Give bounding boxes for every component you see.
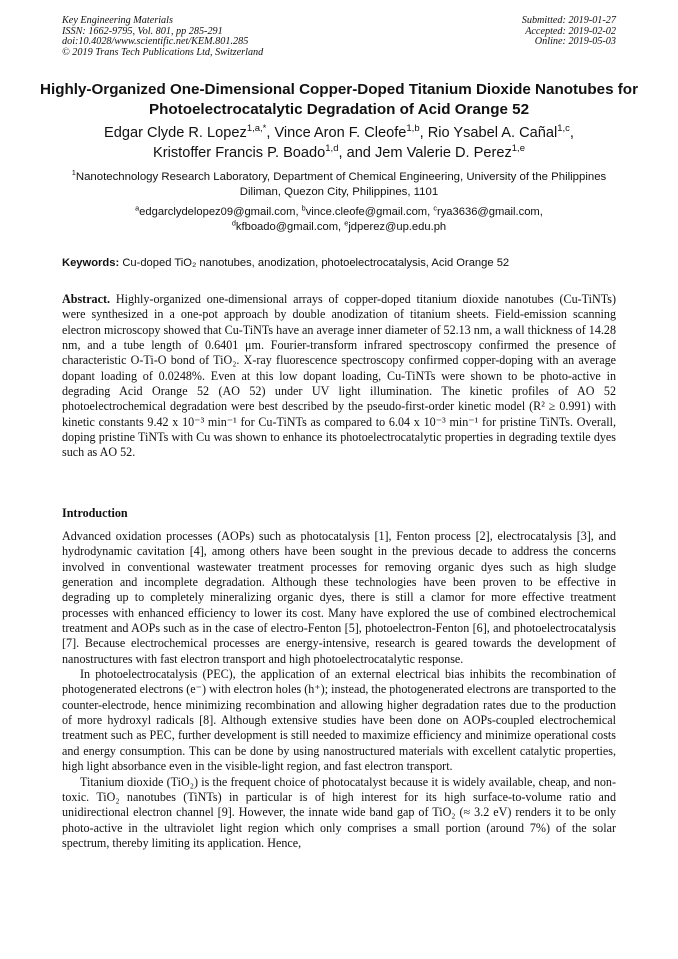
author-mark: 1,a,* [246,123,267,135]
journal-issn: ISSN: 1662-9795, Vol. 801, pp 285-291 [62,25,223,37]
journal-name: Key Engineering Materials [62,15,173,26]
email-mark: d [231,217,236,227]
author-mark: 1,e [511,143,525,155]
submitted-date: Submitted: 2019-01-27 [521,15,616,26]
keywords-text: Cu-doped TiO₂ nanotubes, anodization, photoelectrocatalysis, Acid Orange 52 [122,257,510,269]
abstract-label: Abstract. [62,292,111,306]
online-date: Online: 2019-05-03 [534,36,616,48]
author-mark: 1,b [406,123,420,135]
email-mark: b [301,203,306,213]
paper-title: Highly-Organized One-Dimensional Copper-Doped Titanium Dioxide Nanotubes for Photoelectrocatalytic Degradation of Acid Orange 52 [40,81,638,118]
email-link[interactable]: edgarclydelopez09@gmail.com [139,206,296,218]
author-mark: 1,d [325,143,339,155]
paragraph: Titanium dioxide (TiO₂) is the frequent choice of photocatalyst because it is widely available, cheap, and non-toxic. TiO₂ nanotubes (TiNTs) in particular is of high interest for its high surface-to-volume ratio and unidirectional electron channel [9]. However, the innate wide band gap of TiO₂ (≈ 3.2 eV) renders it to be only photo-active in the ultraviolet light region which only comprises a small portion (around 7%) of the solar spectrum, thereby limiting its application. Hence, [62,774,616,850]
email-list: $^a$edgarclydelopez09@gmail.com, $^b$vince.cleofe@gmail.com, $^c$rya3636@gmail.com, $^d$kfboado@gmail.com, $^e$jdperez@up.edu.ph [135,203,543,233]
email-mark: c [433,203,437,213]
affiliation-mark: 1 [71,168,76,178]
keywords-label: Keywords: [62,257,120,269]
email-link[interactable]: jdperez@up.edu.ph [348,220,447,233]
paragraph: In photoelectrocatalysis (PEC), the application of an external electrical bias inhibits the recombination of photogenerated electrons (e⁻) with electron holes (h⁺); instead, the photogenerated electrons are transported to the counter-electrode, hence minimizing recombination and allowing higher degradation rates due to the production of more hydroxyl radicals [8]. Although extensive studies have been done on AOPs-coupled electrochemical treatment such as PEC, further development is still needed to maximize efficiency and minimize operational costs and energy consumption. This can be done by using nanostructured materials with excellent catalytic properties, high light absorbance even in the visible-light region, and fast electron transport. [62,667,616,774]
email-mark: e [344,217,349,227]
abstract-text: Highly-organized one-dimensional arrays of copper-doped titanium dioxide nanotubes (Cu-TiNTs) were synthesized in a one-pot approach by double anodization of titanium sheets. Field-emission scanning electron microscopy showed that Cu-TiNTs have an average inner diameter of 52.13 nm, a wall thickness of 14.28 nm, and a tube length of 0.6401 μm. Fourier-transform infrared spectroscopy confirmed the presence of characteristic O-Ti-O bond of TiO₂. X-ray fluorescence spectroscopy confirmed copper-doping with an average dopant loading of 0.0248%. Even at this low dopant loading, Cu-TiNTs were shown to be photo-active in degrading Acid Orange 52 (AO 52) under UV light illumination. The kinetic profiles of AO 52 photoelectrochemical degradation were best described by the pseudo-first-order kinetic model (R² ≥ 0.991) with kinetic constants 9.42 x 10⁻³ min⁻¹ for Cu-TiNTs as compared to 6.04 x 10⁻³ min⁻¹ for pristine TiNTs. Overall, doping pristine TiNTs with Cu was shown to enhance its photoelectrocatalytic properties in degrading textile dyes such as AO 52. [62,292,616,460]
affiliation [50,170,628,200]
email-link[interactable]: vince.cleofe@gmail.com [305,206,428,218]
paragraph: Advanced oxidation processes (AOPs) such as photocatalysis [1], Fenton process [2], electrocatalysis [3], and hydrodynamic cavitation [4], among others have been sought in the previous decade to address the concerns involved in conventional wastewater treatment processes for removing organic dyes such as high sludge generation and incomplete degradation. Although these technologies have been proven to be effective in degrading up to completely mineralizing organic dyes, there is still a clamor for more effective treatment processes with enhanced efficiency to lower its cost. Many have explored the use of combined electrochemical treatment and AOPs such as in the case of electro-Fenton [5], photoelectron-Fenton [6], and photoelectrocatalysis [7]. Because electrochemical processes are energy-intensive, research is geared towards the development of nanostructures with fast electron transport and high photoelectrocatalytic response. [62,529,616,666]
email-mark: a [135,203,140,213]
author-name: Jem Valerie D. Perez [374,145,512,161]
journal-copyright: © 2019 Trans Tech Publications Ltd, Switzerland [62,46,264,58]
journal-header-right [522,16,616,48]
keywords [62,256,622,270]
author-list: Edgar Clyde R. Lopez$^{1,a,*}$, Vince Aron F. Cleofe$^{1,b}$, Rio Ysabel A. Cañal$^{1,c}$, Kristoffer Francis P. Boado$^{1,d}$, and Jem Valerie D. Perez$^{1,e}$ [104,123,574,161]
section-heading-introduction: Introduction [62,506,128,520]
journal-header-left [62,16,263,58]
email-link[interactable]: rya3636@gmail.com [436,206,540,218]
author-mark: 1,c [557,123,570,135]
email-link[interactable]: kfboado@gmail.com [235,220,339,233]
author-name: Edgar Clyde R. Lopez [104,125,247,141]
affiliation-text: Nanotechnology Research Laboratory, Department of Chemical Engineering, University of the Philippines Diliman, Quezon City, Philippines, 1101 [75,171,607,198]
accepted-date: Accepted: 2019-02-02 [525,25,616,37]
introduction-body [62,529,616,851]
author-name: Kristoffer Francis P. Boado [153,145,326,161]
journal-doi[interactable]: doi:10.4028/www.scientific.net/KEM.801.285 [62,36,249,48]
abstract [62,292,616,461]
author-name: Vince Aron F. Cleofe [274,125,407,141]
author-name: Rio Ysabel A. Cañal [427,125,558,141]
